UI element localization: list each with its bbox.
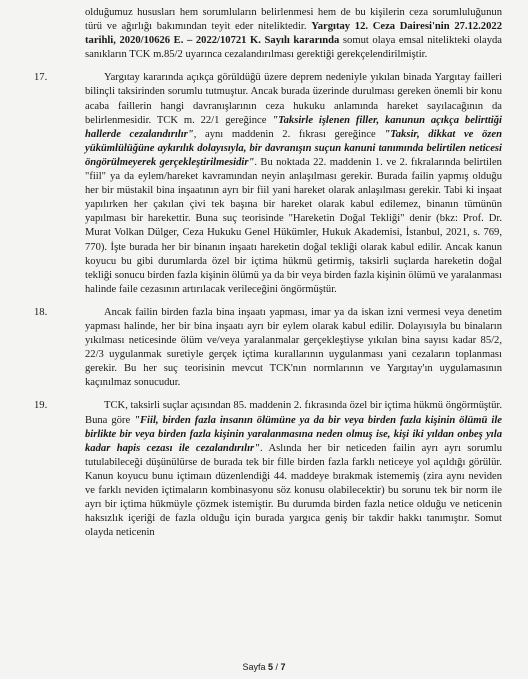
paragraph-19	[34, 399, 502, 540]
page-current: 5	[267, 662, 273, 672]
law-quote: "Fiil, birden fazla insanın ölümüne ya da bir veya birden fazla kişinin ölümü ile birlikte bir veya birden fazla kişinin yaralanmasına neden olmuş ise, kişi iki yıldan onbeş yıla kadar hapis cezası ile cezalandırılır"	[85, 414, 502, 454]
paragraph-body	[85, 306, 502, 391]
law-quote: "Taksirle işlenen filler, kanunun açıkça belirttiği hallerde cezalandırılır"	[85, 114, 502, 140]
page-footer	[0, 662, 528, 672]
paragraph-number: 17.	[34, 72, 48, 84]
paragraph-text: Yargıtay kararında açıkça görüldüğü üzere deprem nedeniyle yıkılan binada Yargıtay failleri bilinçli taksirinden sorumlu tutmuştur. Ancak burada üzerinde durulması gereken önemli bir konu acaba faillerin hangi davranışlarının ceza hukuku anlamında hareket sayılacağının da belirlenmesidir. TCK m. 22/1 gereğince	[85, 72, 502, 126]
paragraph-17	[34, 71, 502, 297]
page-total: 7	[280, 662, 286, 672]
page-label: Sayfa	[242, 662, 268, 672]
paragraph-text: Ancak failin birden fazla bina inşaatı yapması, imar ya da iskan izni vermesi veya denetim yapması halinde, her bir bina inşaatı ayrı bir eylem olarak kabul edilir. Dolayısıyla bu binaların yıkılması neticesinde ölüm ve/veya yaralanmalar gerçekleştiyse yıkılan bina sayısı kadar 85/2, 22/3 uygulanmak suretiyle gerçek içtima kurallarının uygulanması yani cezaların toplanması gerekir. Bu her suç teorisinin mevcut TCK'nın normlarının ve Yargıtay'ın uygulamasının kaçınılmaz sonucudur.	[85, 306, 502, 389]
paragraph-body	[85, 399, 502, 540]
paragraph-number: 18.	[34, 306, 48, 318]
paragraph-body	[34, 6, 502, 62]
paragraph-number: 19.	[34, 400, 48, 412]
paragraph-text: , aynı maddenin 2. fıkrası gereğince	[193, 128, 385, 140]
case-citation: Yargıtay 12. Ceza Dairesi'nin 27.12.2022 tarihli, 2020/10626 E. – 2022/10721 K. Sayılı kararında	[85, 21, 502, 47]
page-separator: /	[273, 662, 281, 672]
paragraph-16-continued	[34, 6, 502, 62]
paragraph-text: TCK, taksirli suçlar açısından 85. maddenin 2. fıkrasında özel bir içtima hükmü öngörmüştür. Buna göre	[85, 400, 502, 426]
paragraph-18	[34, 306, 502, 391]
paragraph-text: olduğumuz hususları hem sorumluların belirlenmesi hem de bu kişilerin ceza sorumluluğunun türü ve ağırlığı bakımından teyit eder niteliktedir.	[85, 7, 502, 33]
paragraph-text: . Aslında her bir neticeden failin ayrı ayrı sorumlu tutulabileceği düşünülürse de burada tek bir fille birden fazla farklı neticeye yol açıldığı görülür. Kanun koyucu bunu içtimaın düzenlendiği 44. maddeye bırakmak istememiş (zira aynı neviden ve farklı neviden içtimaların kombinasyonu söz konusu olabilecektir) bu sorunu tek bir norm ile ayrı bir içtima hükmüyle çözmek istemiştir. Bu durumda birden fazla netice olduğu ve neticenin haksızlık içeriği de fazla olduğu için burada yargıca geniş bir takdir hakkı tanımıştır. Somut olayda neticenin	[85, 442, 503, 539]
paragraph-text: . Bu noktada 22. maddenin 1. ve 2. fıkralarında belirtilen "fiil" ya da eylem/hareket kavramından neyin anlaşılması gerekir. Burada failin yapmış olduğu her bir müstakil bina inşaatının ayrı bir fiil yani hareket olarak anlaşılması gerekir. Tabi ki inşaat yapılırken her çakılan çivi tek başına bir hareket olarak kabul edilemez, binanın tümünün yapılması bir harekettir. Buna suç teorisinde "Hareketin Doğal Tekliği" denir (bkz: Prof. Dr. Murat Volkan Dülger, Ceza Hukuku Genel Hükümler, Hukuk Akademisi, İstanbul, 2021, s. 769, 770). İşte burada her bir binanın inşaatı hareketin doğal tekliği olarak kabul edilir. Ancak kanun koyucu bu gibi durumlarda özel bir içtima hükmü getirmiş, taksirli suçlarda hareketin doğal tekliği sonucu birden fazla kişinin ölümü ya da bir veya birden fazla kişinin ölümü ve yaralanması halinde faile cezasının artırılacak verileceğini öngörmüştür.	[85, 156, 502, 295]
law-quote: "Taksir, dikkat ve özen yükümlülüğüne aykırılık dolayısıyla, bir davranışın suçun kanuni tanımında belirtilen neticesi öngörülmeyerek gerçekleştirilmesidir"	[85, 128, 503, 168]
paragraph-body	[85, 71, 502, 297]
paragraph-text: somut olaya emsal nitelikteki olayda sanıkların TCK m.85/2 uyarınca cezalandırılması gerektiği gerekçelendirilmiştir.	[85, 35, 502, 61]
